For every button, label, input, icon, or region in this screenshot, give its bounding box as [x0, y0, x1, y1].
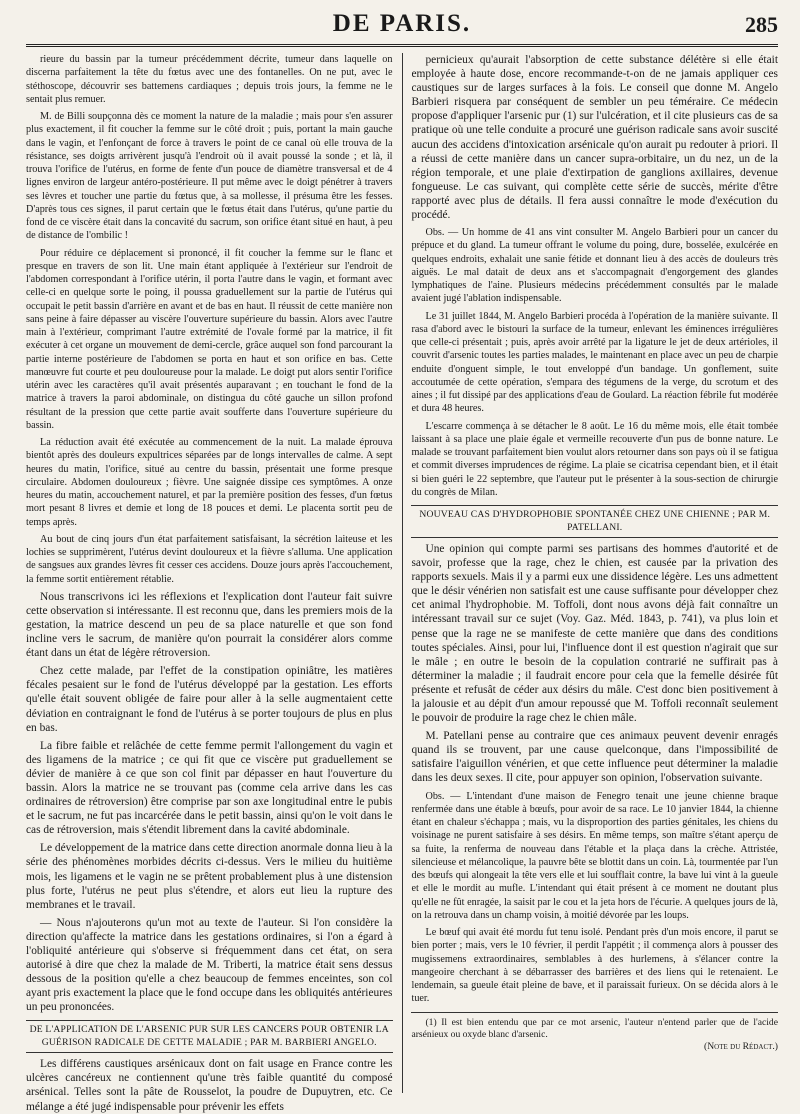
left-column	[26, 53, 402, 1113]
paragraph: Obs. — L'intendant d'une maison de Fenegro tenait une jeune chienne braque renfermée dans une étable à bœufs, pour avoir de sa race. Le 10 janvier 1844, la chienne étant en chaleur s'échappa ; mais, vu la disproportion des parties génitales, les chiens du voisinage ne purent satisfaire à ses désirs. En même temps, son maître s'étant aperçu de sa fuite, la renferma de nouveau dans l'étable et la plaça dans la crèche. Attristée, silencieuse et mélancolique, la pauvre bête se blottit dans un coin. Là, tourmentée par l'un des bœufs qui alongeait la tête vers elle et lui soufflait contre, la bave lui vint à la gueule et elle le mordit au mufle. L'intendant qui était présent à ce moment ne doutant plus qu'elle ne fût enragée, la saisit par le cou et la jeta hors de l'écurie. A quelques jours de là, on la retrouva dans un champ voisin, à moitié dévorée par les loups.	[411, 790, 778, 921]
section-heading-hydrophobie: NOUVEAU CAS D'HYDROPHOBIE SPONTANÉE CHEZ UNE CHIENNE ; PAR M. PATELLANI.	[411, 505, 778, 538]
paragraph: L'escarre commença à se détacher le 8 août. Le 16 du même mois, elle était tombée laissant à sa place une plaie égale et vermeille recouverte d'un pus de bonne nature. Le malade se trouvant parfaitement bien voulut alors retourner dans son pays où il se fatigua et commit diverses imprudences de régime. La plaie se cicatrisa cependant bien, et il était si bien guéri le 22 septembre, que l'auteur put le présenter à la sous-section de chirurgie du congrès de Milan.	[411, 420, 778, 498]
paragraph: Obs. — Un homme de 41 ans vint consulter M. Angelo Barbieri pour un cancer du prépuce et du gland. La tumeur offrant le volume du poing, dure, bosselée, exulcérée en quelques endroits, exhalait une sanie fétide et donnant lieu à des accès de douleurs très aiguës. Le mal datait de deux ans et s'accompagnait d'engorgement des glandes lymphatiques de l'aine. Plusieurs médecins précédemment consultés par le malade avaient jugé l'ablation indispensable.	[411, 227, 778, 305]
paragraph: — Nous n'ajouterons qu'un mot au texte de l'auteur. Si l'on considère la direction qu'affecte la matrice dans les gestations ordinaires, si l'on a égard à l'obliquité antérieure qui s'observe si fréquemment dans cet état, on sera autorisé à dire que chez la malade de M. Triberti, la matrice était sens dessus dessous de la position qu'elle a chez beaucoup de femmes enceintes, son col ayant pris exactement la place que le fond occupe dans les obliquités antérieures un peu prononcées.	[26, 916, 393, 1014]
paragraph: Les différens caustiques arsénicaux dont on fait usage en France contre les ulcères cancéreux ne contiennent qu'une très faible quantité du composé arsénical. Telles sont la pâte de Rousselot, la poudre de Dupuytren, etc. Ce mélange a été jugé indispensable pour prévenir les effets	[26, 1058, 393, 1113]
paragraph: Une opinion qui compte parmi ses partisans des hommes d'autorité et de savoir, professe que la rage, chez le chien, est causée par la privation des rapports sexuels. Mais il y a parmi eux une dissidence légère. Les uns admettent que le désir vénérien non satisfait est une cause suffisante pour développer chez cet animal l'hydrophobie. M. Toffoli, dont nous avons déjà fait connaître un intéressant travail sur ce sujet (Voy. Gaz. Méd. 1843, p. 741), va plus loin et pense que la rage ne se manifeste de cette manière que dans des conditions toutes spéciales. Ainsi, pour lui, l'influence dont il est question n'agirait que sur le mâle ; en outre le besoin de la copulation contrarié ne suffirait pas à déterminer la maladie ; il faudrait encore pour cela que la femelle désirée fût présente et refusât de céder aux désirs du mâle. C'est donc bien positivement à la jalousie et au dépit d'un amour repoussé que M. Toffoli reconnaît seulement le pouvoir de produire la rage chez le chien mâle.	[411, 542, 778, 725]
paragraph: Pour réduire ce déplacement si prononcé, il fit coucher la femme sur le flanc et presque en travers de son lit. Une main étant appliquée à l'extérieur sur l'endroit de l'abdomen correspondant à l'orifice utérin, il porta l'autre dans le vagin, et formant avec celle-ci en quelque sorte le poing, il poussa graduellement sur la partie de l'utérus qui occupait le petit bassin d'arrière en avant et de bas en haut. Il réussit de cette manière non sans peine à faire dépasser au viscère l'ouverture supérieure du bassin. Alors avec l'autre main à l'extérieur, comprimant l'autre extrémité de l'ovale formé par la matrice, il fit exécuter à cet organe un mouvement de demi-cercle, grâce auquel son fond parcourant la partie interne postérieure de l'abdomen se porta en haut et son orifice en bas. Cette manœuvre fut courte et peu douloureuse pour la malade. Le doigt put alors sentir l'orifice utérin avec les caractères qu'il avait présentés auparavant ; en touchant le fond de la matrice à travers la paroi abdominale, on distingua du côté gauche un sillon profond résultant de la pression que cette partie avait soufferte dans l'ouverture supérieure du bassin.	[26, 247, 393, 431]
footnote-credit: (Note du Rédact.)	[704, 1041, 778, 1053]
paragraph: Nous transcrivons ici les réflexions et l'explication dont l'auteur fait suivre cette observation si intéressante. Il est reconnu que, dans les premiers mois de la gestation, la matrice descend un peu de sa place naturelle et que son fond incline vers le sacrum, de manière qu'on pourrait la considérer alors comme étant dans un état de légère rétroversion.	[26, 590, 393, 660]
paragraph: La réduction avait été exécutée au commencement de la nuit. La malade éprouva bientôt après des douleurs expultrices séparées par de longs intervalles de calme. A sept heures du matin, l'orifice, situé au centre du bassin, présentait une forme presque circulaire. Abdomen douloureux ; fièvre. Une saignée dissipe ces symptômes. A onze heures du matin, accouchement naturel, et par la première position des fesses, d'un fœtus mort pesant 8 livres et demie et long de 18 pouces et demi. Le placenta sortit peu de temps après.	[26, 437, 393, 528]
page-header	[26, 8, 778, 47]
article-columns	[26, 53, 778, 1113]
paragraph: Le bœuf qui avait été mordu fut tenu isolé. Pendant près d'un mois encore, il parut se bien porter ; mais, vers le 10 février, il perdit l'appétit ; il commença alors à pousser des mugissemens extraordinaires, semblables à des hurlemens, à s'élancer contre la mangeoire cherchant à se débarrasser des barrières et des liens qui le retenaient. Le lendemain, sa gueule était pleine de bave, et il paraissait furieux. On se décida alors à le tuer.	[411, 927, 778, 1005]
masthead-title: DE PARIS.	[332, 10, 472, 37]
paragraph: Le développement de la matrice dans cette direction anormale donna lieu à la série des phénomènes morbides décrits ci-dessus. Vers le milieu du huitième mois, les ligamens et le vagin ne se prêtent probablement plus à une distension plus forte, l'utérus ne peut plus s'étendre, et alors eut lieu la rupture des membranes et le travail.	[26, 842, 393, 911]
paragraph: Le 31 juillet 1844, M. Angelo Barbieri procéda à l'opération de la manière suivante. Il rasa d'abord avec le bistouri la surface de la tumeur, enlevant les éminences irrégulières que celle-ci présentait ; puis, après avoir arrêté par la ligature le jet de deux artérioles, il couvrit d'arsenic toutes les parties malades, le maintenant en place avec un peu de charpie enduite d'onguent simple, le tout enveloppé d'un bandage. Un gonflement, suite accoutumée de cette opération, s'empara des tégumens de la verge, du scrotum et des aines ; il fut dissipé par des applications d'eau de Goulard. La réaction fébrile fut modérée et dura 48 heures.	[411, 310, 778, 415]
page-number: 285	[745, 12, 778, 37]
right-column	[402, 53, 778, 1093]
paragraph: rieure du bassin par la tumeur précédemment décrite, tumeur dans laquelle on discerna parfaitement la tête du fœtus avec une des fontanelles. On ne put, avec le stéthoscope, découvrir ses battemens cardiaques ; depuis trois jours, la femme ne le sentait plus remuer.	[26, 54, 393, 105]
paragraph: Au bout de cinq jours d'un état parfaitement satisfaisant, la sécrétion laiteuse et les lochies se supprimèrent, l'utérus devint douloureux et la fièvre s'alluma. Une application de sangsues aux grandes lèvres fit cesser ces accidens. Douze jours après l'accouchement, la femme sortit entièrement rétablie.	[26, 533, 393, 585]
section-heading-arsenic: DE L'APPLICATION DE L'ARSENIC PUR SUR LES CANCERS POUR OBTENIR LA GUÉRISON RADICALE DE CETTE MALADIE ; PAR M. BARBIERI ANGELO.	[26, 1020, 393, 1053]
paragraph: M. Patellani pense au contraire que ces animaux peuvent devenir enragés quand ils se trouvent, par une cause quelconque, dans l'impossibilité de satisfaire l'aiguillon vénérien, et que cette influence peut déterminer la maladie dans les deux sexes. Il cite, pour appuyer son opinion, l'observation suivante.	[411, 730, 778, 785]
paragraph: M. de Billi soupçonna dès ce moment la nature de la maladie ; mais pour s'en assurer plus exactement, il fit coucher la femme sur le côté droit ; puis, portant la main gauche dans le vagin, et l'enfonçant de force à travers le point de ce canal où elle trouva de la résistance, ses doigts arrivèrent jusqu'à l'endroit où il avait poussé la sonde ; et là, il trouva l'orifice de l'utérus, en forme de fente d'un pouce de diamètre transversal et de 4 lignes environ de largeur antéro-postérieure. Il put même avec le doigt pénétrer à travers ses lèvres et toucher une partie du fœtus que, à sa mollesse, il présuma être les fesses. D'après tous ces signes, il parut certain que le fœtus était dans l'utérus, qu'une partie du fond de ce viscère était dans la concavité du sacrum, son orifice étant situé en haut, à peu de distance de l'ombilic !	[26, 111, 393, 242]
paragraph: La fibre faible et relâchée de cette femme permit l'allongement du vagin et des ligamens de la matrice ; ce qui fit que ce viscère put graduellement se dévier de manière à ce que son col finit par dépasser en haut l'ouverture du bassin. Alors la matrice ne se trouvant pas (comme cela arrive dans les cas ordinaires de rétroversion) être comprise par son axe longitudinal entre le pubis et le sacrum, ne fut pas incarcérée dans le petit bassin, ainsi qu'on le voit dans le cas de rétroversion, mais s'étendit librement dans la cavité abdominale.	[26, 739, 393, 837]
footnote-text: (1) Il est bien entendu que par ce mot arsenic, l'auteur n'entend parler que de l'acide arsénieux ou oxyde blanc d'arsenic.	[411, 1016, 778, 1040]
paragraph: Chez cette malade, par l'effet de la constipation opiniâtre, les matières fécales pesaient sur le fond de l'utérus développé par la gestation. Les efforts qu'elle était souvent obligée de faire pour aller à la selle augmentaient cette déviation en contraignant le fond de l'utérus à se porter toujours de plus en plus en bas.	[26, 665, 393, 734]
footnote	[411, 1012, 778, 1054]
paragraph: pernicieux qu'aurait l'absorption de cette substance délétère si elle était employée à haute dose, encore recommande-t-on de ne jamais appliquer ces caustiques sur de larges surfaces à la fois. Le conseil que donne M. Angelo Barbieri risquera par conséquent de sembler un peu téméraire. Ce médecin propose d'appliquer l'arsenic pur (1) sur l'ulcération, et il cite plusieurs cas de sa pratique où une telle conduite a procuré une guérison radicale sans avoir suscité aucun des accidens d'intoxication arsénicale qu'on aurait pu redouter à priori. Il a réussi de cette manière dans un cancer supra-orbitaire, un du nez, un de la région temporale, et une plaie d'extirpation de ganglions axillaires, devenue fongueuse. Le cas suivant, qui complète cette série de succès, mérite d'être rapporté avec plus de détails. Il fera aussi connaître le mode d'exécution du procédé.	[411, 54, 778, 222]
